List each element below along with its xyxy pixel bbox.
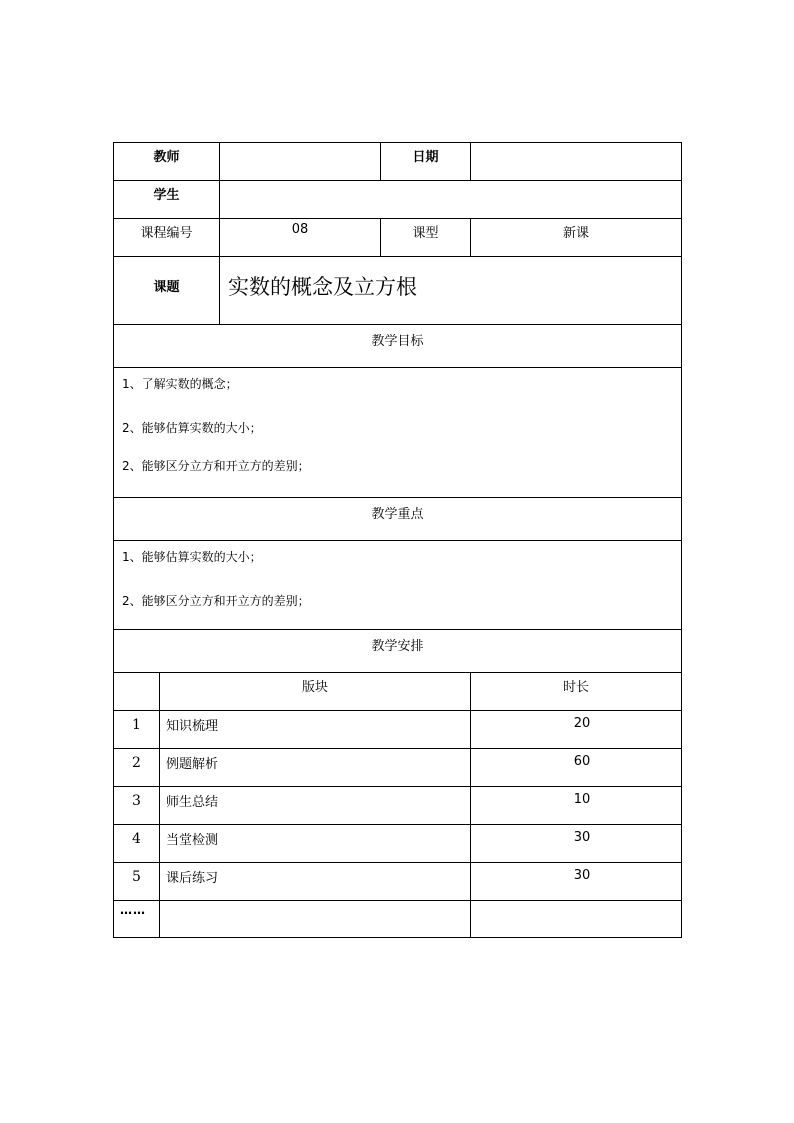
schedule-ellipsis-row <box>114 901 682 938</box>
lesson-plan-document <box>113 142 681 938</box>
schedule-heading: 教学安排 <box>114 630 682 673</box>
objectives-row <box>114 368 682 498</box>
objectives-heading: 教学目标 <box>114 325 682 368</box>
date-label: 日期 <box>381 143 471 181</box>
schedule-row <box>114 863 682 901</box>
row-duration: 20 <box>471 711 682 749</box>
date-field[interactable] <box>471 143 682 181</box>
student-label: 学生 <box>114 181 220 219</box>
ellipsis-marker: …… <box>114 901 160 938</box>
row-number: 3 <box>114 787 160 825</box>
course-row <box>114 219 682 257</box>
course-no-value: 08 <box>220 219 381 257</box>
key-points-list <box>114 541 682 630</box>
row-duration: 10 <box>471 787 682 825</box>
row-block: 知识梳理 <box>160 711 471 749</box>
objective-item: 2、能够区分立方和开立方的差别； <box>122 459 310 473</box>
topic-label: 课题 <box>114 257 220 325</box>
lesson-type-label: 课型 <box>381 219 471 257</box>
row-duration: 60 <box>471 749 682 787</box>
student-row <box>114 181 682 219</box>
empty-block-cell <box>160 901 471 938</box>
topic-title: 实数的概念及立方根 <box>220 257 682 325</box>
teacher-field[interactable] <box>220 143 381 181</box>
student-field[interactable] <box>220 181 682 219</box>
key-points-heading: 教学重点 <box>114 498 682 541</box>
key-points-heading-row <box>114 498 682 541</box>
teacher-row <box>114 143 682 181</box>
schedule-no-header <box>114 673 160 711</box>
course-no-label: 课程编号 <box>114 219 220 257</box>
row-number: 4 <box>114 825 160 863</box>
key-point-item: 2、能够区分立方和开立方的差别； <box>122 594 310 608</box>
objectives-heading-row <box>114 325 682 368</box>
topic-row <box>114 257 682 325</box>
row-number: 5 <box>114 863 160 901</box>
row-duration: 30 <box>471 825 682 863</box>
row-block: 课后练习 <box>160 863 471 901</box>
schedule-row <box>114 825 682 863</box>
objectives-list <box>114 368 682 498</box>
row-duration: 30 <box>471 863 682 901</box>
key-point-item: 1、能够估算实数的大小； <box>122 550 262 564</box>
row-block: 师生总结 <box>160 787 471 825</box>
schedule-row <box>114 787 682 825</box>
schedule-duration-header: 时长 <box>471 673 682 711</box>
objective-item: 1、了解实数的概念； <box>122 377 238 391</box>
row-number: 2 <box>114 749 160 787</box>
schedule-block-header: 版块 <box>160 673 471 711</box>
row-block: 当堂检测 <box>160 825 471 863</box>
row-number: 1 <box>114 711 160 749</box>
schedule-row <box>114 749 682 787</box>
schedule-header-row <box>114 673 682 711</box>
lesson-plan-table <box>113 142 682 938</box>
objective-item: 2、能够估算实数的大小； <box>122 421 262 435</box>
lesson-type-value: 新课 <box>471 219 682 257</box>
schedule-heading-row <box>114 630 682 673</box>
key-points-row <box>114 541 682 630</box>
teacher-label: 教师 <box>114 143 220 181</box>
row-block: 例题解析 <box>160 749 471 787</box>
schedule-row <box>114 711 682 749</box>
empty-duration-cell <box>471 901 682 938</box>
